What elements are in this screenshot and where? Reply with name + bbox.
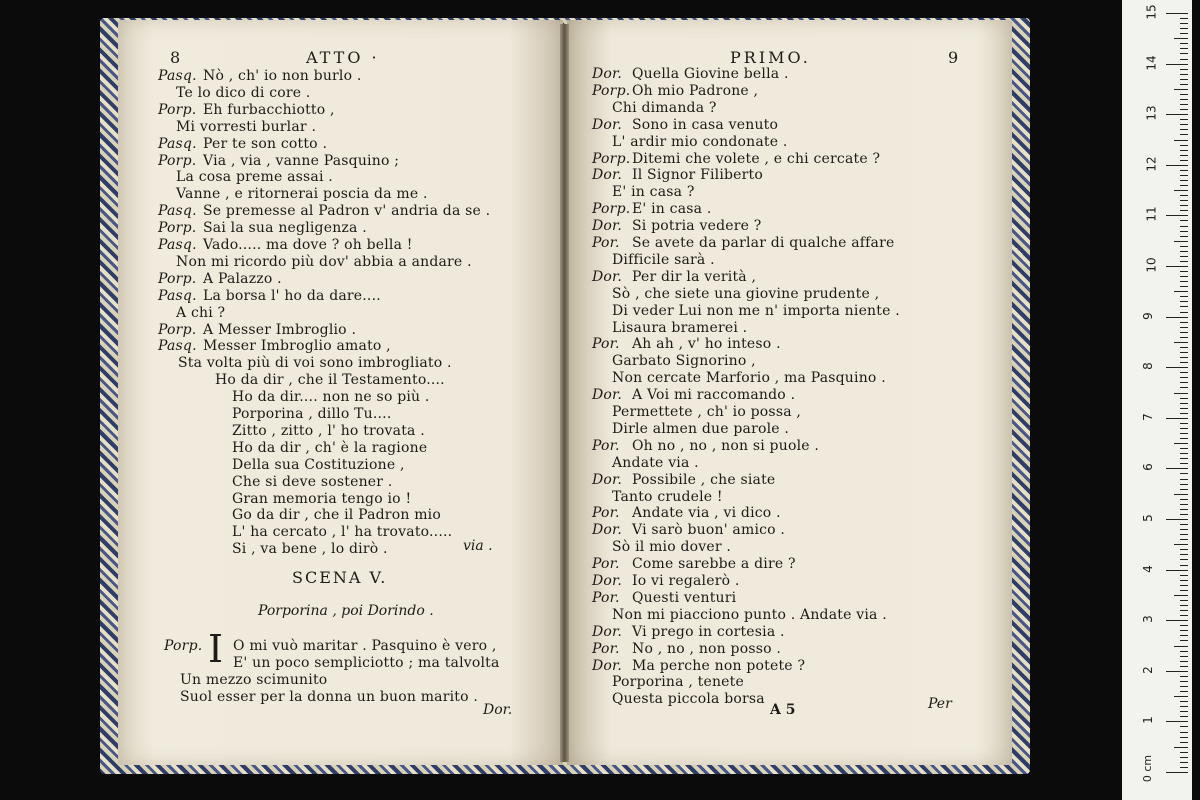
ruler-number: 3 bbox=[1140, 615, 1155, 624]
speaker-name: Por. bbox=[592, 556, 620, 573]
ruler-tick bbox=[1180, 195, 1188, 196]
ruler-tick bbox=[1180, 296, 1188, 297]
speaker-name: Por. bbox=[592, 437, 620, 454]
ruler-tick bbox=[1180, 53, 1188, 54]
ruler-tick bbox=[1180, 236, 1188, 237]
ruler-tick bbox=[1180, 767, 1188, 768]
ruler-tick bbox=[1180, 554, 1188, 555]
ruler-tick bbox=[1180, 666, 1188, 667]
speaker-name: Pasq. bbox=[158, 287, 197, 304]
ruler-number: 4 bbox=[1140, 564, 1155, 573]
ruler-tick bbox=[1180, 479, 1188, 480]
ruler-tick bbox=[1180, 473, 1188, 474]
ruler-tick bbox=[1180, 742, 1188, 743]
dialogue-line: Eh furbacchiotto , bbox=[203, 101, 335, 118]
ruler-tick bbox=[1166, 418, 1188, 419]
dialogue-line: Permettete , ch' io possa , bbox=[612, 404, 802, 420]
speaker-name: Pasq. bbox=[158, 338, 197, 355]
ruler-tick bbox=[1180, 261, 1188, 262]
dialogue-line: Oh mio Padrone , bbox=[632, 82, 759, 99]
ruler-tick bbox=[1180, 509, 1188, 510]
scene-title: SCENA V. bbox=[292, 568, 388, 587]
ruler-tick bbox=[1180, 499, 1188, 500]
dialogue-line: Nò , ch' io non burlo . bbox=[203, 68, 362, 84]
ruler-tick bbox=[1180, 403, 1188, 404]
ruler-tick bbox=[1180, 691, 1188, 692]
ruler-tick bbox=[1180, 590, 1188, 591]
ruler-tick bbox=[1166, 570, 1188, 571]
dialogue-line: Della sua Costituzione , bbox=[232, 456, 405, 473]
ruler-number: 12 bbox=[1144, 156, 1159, 172]
ruler-tick bbox=[1180, 337, 1188, 338]
signature-mark: A 5 bbox=[770, 702, 796, 718]
dialogue-line: Ho da dir , ch' è la ragione bbox=[232, 439, 428, 456]
ruler-tick bbox=[1180, 48, 1188, 49]
ruler-tick bbox=[1180, 711, 1188, 712]
ruler-tick bbox=[1180, 726, 1188, 727]
dialogue-line: Quella Giovine bella . bbox=[632, 66, 789, 82]
dialogue-line: Sò , che siete una giovine prudente , bbox=[612, 285, 880, 302]
dialogue-line: Se avete da parlar di qualche affare bbox=[632, 235, 895, 251]
ruler-tick bbox=[1174, 393, 1188, 394]
dialogue-line: Questi venturi bbox=[632, 589, 737, 606]
ruler-number: 15 bbox=[1144, 4, 1159, 20]
speaker-name: Porp. bbox=[592, 150, 631, 167]
dialogue-line: Ho da dir.... non ne so più . bbox=[232, 389, 430, 406]
dialogue-line: Difficile sarà . bbox=[612, 251, 715, 268]
speaker-name: Dor. bbox=[592, 116, 623, 133]
ruler-tick bbox=[1180, 504, 1188, 505]
ruler-tick bbox=[1180, 175, 1188, 176]
scene-verse-line: Un mezzo scimunito bbox=[180, 672, 328, 688]
dialogue-line: Mi vorresti burlar . bbox=[176, 118, 317, 135]
ruler-tick bbox=[1180, 210, 1188, 211]
ruler-tick bbox=[1180, 276, 1188, 277]
ruler-tick bbox=[1174, 38, 1188, 39]
ruler-tick bbox=[1180, 160, 1188, 161]
ruler-tick bbox=[1180, 347, 1188, 348]
scene-subtitle: Porporina , poi Dorindo . bbox=[258, 603, 434, 619]
dialogue-line: Sono in casa venuto bbox=[632, 116, 779, 133]
measuring-ruler bbox=[1122, 0, 1192, 800]
ruler-tick bbox=[1180, 448, 1188, 449]
ruler-tick bbox=[1180, 226, 1188, 227]
ruler-tick bbox=[1180, 701, 1188, 702]
ruler-tick bbox=[1166, 468, 1188, 469]
ruler-tick bbox=[1180, 377, 1188, 378]
ruler-tick bbox=[1180, 686, 1188, 687]
ruler-tick bbox=[1180, 28, 1188, 29]
ruler-tick bbox=[1180, 585, 1188, 586]
ruler-tick bbox=[1180, 757, 1188, 758]
dialogue-line: Go da dir , che il Padron mio bbox=[232, 507, 441, 524]
ruler-tick bbox=[1180, 33, 1188, 34]
ruler-tick bbox=[1180, 200, 1188, 201]
ruler-tick bbox=[1180, 463, 1188, 464]
ruler-tick bbox=[1180, 155, 1188, 156]
ruler-tick bbox=[1180, 732, 1188, 733]
ruler-tick bbox=[1166, 519, 1188, 520]
speaker-name: Dor. bbox=[592, 471, 623, 488]
ruler-tick bbox=[1174, 646, 1188, 647]
ruler-tick bbox=[1180, 706, 1188, 707]
ruler-tick bbox=[1180, 539, 1188, 540]
ruler-tick bbox=[1180, 661, 1188, 662]
ruler-tick bbox=[1180, 514, 1188, 515]
ruler-tick bbox=[1180, 605, 1188, 606]
catchword-left: Dor. bbox=[483, 702, 513, 718]
dialogue-line: Sò il mio dover . bbox=[612, 539, 732, 556]
ruler-tick bbox=[1180, 99, 1188, 100]
ruler-tick bbox=[1174, 291, 1188, 292]
speaker-name: Por. bbox=[592, 235, 620, 251]
ruler-tick bbox=[1180, 575, 1188, 576]
ruler-tick bbox=[1180, 301, 1188, 302]
dialogue-line: Dirle almen due parole . bbox=[612, 420, 790, 437]
ruler-tick bbox=[1180, 458, 1188, 459]
ruler-tick bbox=[1180, 362, 1188, 363]
ruler-tick bbox=[1180, 549, 1188, 550]
speaker-name: Dor. bbox=[592, 387, 623, 404]
dialogue-line: Ditemi che volete , e chi cercate ? bbox=[632, 150, 881, 167]
speaker-name: Porp. bbox=[592, 201, 631, 218]
ruler-tick bbox=[1180, 271, 1188, 272]
ruler-tick bbox=[1180, 737, 1188, 738]
ruler-tick bbox=[1180, 529, 1188, 530]
ruler-tick bbox=[1180, 246, 1188, 247]
speaker-name: Por. bbox=[592, 589, 620, 606]
dialogue-line: Andate via . bbox=[612, 454, 699, 471]
dialogue-line: No , no , non posso . bbox=[632, 640, 782, 657]
ruler-tick bbox=[1180, 256, 1188, 257]
scene-verse-line: E' un poco sempliciotto ; ma talvolta bbox=[233, 655, 500, 671]
dialogue-line: Vi prego in cortesia . bbox=[632, 623, 785, 640]
ruler-tick bbox=[1180, 600, 1188, 601]
ruler-tick bbox=[1180, 231, 1188, 232]
ruler-tick bbox=[1180, 170, 1188, 171]
speaker-name: Porp. bbox=[158, 220, 197, 237]
ruler-tick bbox=[1180, 387, 1188, 388]
ruler-tick bbox=[1166, 13, 1188, 14]
ruler-tick bbox=[1180, 382, 1188, 383]
ruler-number: 8 bbox=[1140, 362, 1155, 371]
dialogue-line: Garbato Signorino , bbox=[612, 353, 756, 370]
dialogue-line: Chi dimanda ? bbox=[612, 99, 717, 116]
dialogue-line: Il Signor Filiberto bbox=[632, 167, 764, 184]
ruler-tick bbox=[1180, 220, 1188, 221]
ruler-tick bbox=[1180, 398, 1188, 399]
dialogue-line: Di veder Lui non me n' importa niente . bbox=[612, 302, 900, 319]
ruler-tick bbox=[1180, 129, 1188, 130]
ruler-tick bbox=[1180, 408, 1188, 409]
speaker-name: Dor. bbox=[592, 66, 623, 82]
ruler-tick bbox=[1180, 423, 1188, 424]
book-gutter bbox=[560, 24, 569, 762]
ruler-tick bbox=[1180, 651, 1188, 652]
ruler-tick bbox=[1180, 433, 1188, 434]
ruler-tick bbox=[1180, 352, 1188, 353]
dialogue-line: La cosa preme assai . bbox=[176, 169, 333, 186]
ruler-tick bbox=[1166, 215, 1188, 216]
ruler-number: 6 bbox=[1140, 463, 1155, 472]
ruler-tick bbox=[1174, 443, 1188, 444]
ruler-tick bbox=[1180, 134, 1188, 135]
ruler-tick bbox=[1180, 23, 1188, 24]
dialogue-line: Oh no , no , non si puole . bbox=[632, 437, 820, 454]
running-head-left: ATTO · bbox=[306, 48, 380, 67]
ruler-tick bbox=[1180, 332, 1188, 333]
dialogue-line: Non mi piacciono punto . Andate via . bbox=[612, 606, 887, 623]
dialogue-line: Si , va bene , lo dirò . bbox=[232, 541, 388, 558]
dialogue-line: A Messer Imbroglio . bbox=[203, 321, 357, 338]
dialogue-line: Vi sarò buon' amico . bbox=[632, 522, 786, 539]
dialogue-line: Andate via , vi dico . bbox=[632, 505, 781, 522]
dialogue-line: L' ardir mio condonate . bbox=[612, 133, 788, 150]
speaker-name: Dor. bbox=[592, 268, 623, 285]
ruler-tick bbox=[1166, 64, 1188, 65]
ruler-number: 10 bbox=[1144, 257, 1159, 273]
speaker-name: Por. bbox=[592, 640, 620, 657]
dialogue-line: Sai la sua negligenza . bbox=[203, 220, 367, 237]
ruler-tick bbox=[1180, 676, 1188, 677]
scene-speaker: Porp. bbox=[164, 638, 203, 654]
ruler-tick bbox=[1180, 79, 1188, 80]
ruler-tick bbox=[1174, 89, 1188, 90]
ruler-tick bbox=[1174, 544, 1188, 545]
ruler-tick bbox=[1180, 372, 1188, 373]
ruler-tick bbox=[1174, 747, 1188, 748]
ruler-tick bbox=[1174, 241, 1188, 242]
ruler-number: 5 bbox=[1140, 514, 1155, 522]
ruler-tick bbox=[1174, 494, 1188, 495]
dialogue-line: La borsa l' ho da dare.... bbox=[203, 287, 381, 304]
page-number-right: 9 bbox=[948, 48, 959, 67]
dialogue-line: Ho da dir , che il Testamento.... bbox=[215, 372, 445, 389]
speaker-name: Pasq. bbox=[158, 237, 197, 253]
ruler-tick bbox=[1180, 484, 1188, 485]
ruler-number: 11 bbox=[1144, 206, 1159, 223]
ruler-tick bbox=[1180, 327, 1188, 328]
dialogue-line: Se premesse al Padron v' andria da se . bbox=[203, 203, 491, 220]
speaker-name: Porp. bbox=[158, 321, 197, 338]
dialogue-line: Come sarebbe a dire ? bbox=[632, 556, 796, 573]
speaker-name: Porp. bbox=[158, 101, 197, 118]
ruler-number: 1 bbox=[1140, 716, 1155, 725]
dialogue-line: Possibile , che siate bbox=[632, 471, 776, 488]
ruler-tick bbox=[1180, 357, 1188, 358]
ruler-number: 9 bbox=[1140, 311, 1155, 320]
ruler-tick bbox=[1166, 671, 1188, 672]
speaker-name: Por. bbox=[592, 336, 620, 353]
speaker-name: Pasq. bbox=[158, 68, 197, 84]
dialogue-line: Per dir la verità , bbox=[632, 268, 757, 285]
ruler-tick bbox=[1180, 205, 1188, 206]
ruler-tick bbox=[1180, 559, 1188, 560]
ruler-tick bbox=[1180, 74, 1188, 75]
ruler-tick bbox=[1174, 342, 1188, 343]
ruler-tick bbox=[1174, 190, 1188, 191]
ruler-tick bbox=[1166, 266, 1188, 267]
ruler-tick bbox=[1180, 534, 1188, 535]
ruler-tick bbox=[1180, 322, 1188, 323]
ruler-tick bbox=[1180, 119, 1188, 120]
speaker-name: Dor. bbox=[592, 522, 623, 539]
ruler-tick bbox=[1180, 281, 1188, 282]
dialogue-line: Porporina , tenete bbox=[612, 674, 744, 691]
ruler-tick bbox=[1166, 367, 1188, 368]
ruler-tick bbox=[1180, 180, 1188, 181]
dialogue-line: Via , via , vanne Pasquino ; bbox=[203, 152, 400, 169]
ruler-tick bbox=[1174, 696, 1188, 697]
ruler-tick bbox=[1166, 165, 1188, 166]
ruler-tick bbox=[1180, 413, 1188, 414]
dialogue-line: Tanto crudele ! bbox=[612, 488, 723, 505]
dialogue-line: Per te son cotto . bbox=[203, 135, 328, 152]
ruler-tick bbox=[1180, 84, 1188, 85]
dialogue-line: Vanne , e ritornerai poscia da me . bbox=[176, 186, 428, 203]
ruler-tick bbox=[1166, 114, 1188, 115]
dialogue-line: E' in casa ? bbox=[612, 184, 695, 201]
ruler-number: 14 bbox=[1144, 54, 1159, 71]
dialogue-line: Vado..... ma dove ? oh bella ! bbox=[203, 237, 413, 253]
ruler-tick bbox=[1166, 317, 1188, 318]
ruler-tick bbox=[1180, 94, 1188, 95]
dialogue-line: Non mi ricordo più dov' abbia a andare . bbox=[176, 253, 472, 270]
ruler-tick bbox=[1180, 681, 1188, 682]
ruler-number: 2 bbox=[1140, 665, 1155, 674]
scene-verse-line: Suol esser per la donna un buon marito . bbox=[180, 689, 479, 705]
dialogue-line: Ah ah , v' ho inteso . bbox=[632, 336, 781, 353]
ruler-tick bbox=[1180, 312, 1188, 313]
ruler-tick bbox=[1180, 656, 1188, 657]
ruler-tick bbox=[1180, 59, 1188, 60]
ruler-tick bbox=[1180, 640, 1188, 641]
speaker-name: Porp. bbox=[158, 152, 197, 169]
speaker-name: Pasq. bbox=[158, 203, 197, 220]
ruler-tick bbox=[1180, 185, 1188, 186]
ruler-tick bbox=[1180, 306, 1188, 307]
ruler-number: 7 bbox=[1140, 412, 1155, 421]
speaker-name: Pasq. bbox=[158, 135, 197, 152]
running-head-right: PRIMO. bbox=[730, 48, 811, 67]
ruler-tick bbox=[1180, 251, 1188, 252]
catchword-right: Per bbox=[928, 696, 952, 712]
ruler-tick bbox=[1180, 565, 1188, 566]
ruler-tick bbox=[1180, 104, 1188, 105]
ruler-tick bbox=[1180, 438, 1188, 439]
dialogue-line: Non cercate Marforio , ma Pasquino . bbox=[612, 370, 886, 387]
dialogue-line: Che si deve sostener . bbox=[232, 473, 393, 490]
ruler-tick bbox=[1166, 620, 1188, 621]
dialogue-line: Lisaura bramerei . bbox=[612, 319, 748, 336]
ruler-tick bbox=[1180, 124, 1188, 125]
speaker-name: Dor. bbox=[592, 167, 623, 184]
ruler-tick bbox=[1174, 140, 1188, 141]
dialogue-line: Zitto , zitto , l' ho trovata . bbox=[232, 422, 425, 439]
ruler-tick bbox=[1180, 489, 1188, 490]
dialogue-line: Sta volta più di voi sono imbrogliato . bbox=[178, 355, 452, 372]
dialogue-line: Porporina , dillo Tu.... bbox=[232, 406, 392, 422]
ruler-tick bbox=[1180, 43, 1188, 44]
page-number-left: 8 bbox=[170, 48, 181, 67]
dialogue-line: Te lo dico di core . bbox=[176, 84, 311, 101]
speaker-name: Porp. bbox=[592, 82, 631, 99]
ruler-tick bbox=[1180, 580, 1188, 581]
dialogue-line: Gran memoria tengo io ! bbox=[232, 490, 412, 507]
scene-verse-line: O mi vuò maritar . Pasquino è vero , bbox=[233, 638, 497, 654]
ruler-number: 13 bbox=[1144, 105, 1159, 121]
ruler-tick bbox=[1180, 69, 1188, 70]
dialogue-line: Io vi regalerò . bbox=[632, 573, 740, 589]
ruler-tick bbox=[1174, 595, 1188, 596]
speaker-name: Dor. bbox=[592, 657, 623, 674]
dialogue-line: L' ha cercato , l' ha trovato..... bbox=[232, 524, 453, 541]
ruler-tick bbox=[1180, 453, 1188, 454]
dialogue-line: A Voi mi raccomando . bbox=[632, 387, 796, 404]
speaker-name: Dor. bbox=[592, 623, 623, 640]
ruler-tick bbox=[1180, 752, 1188, 753]
speaker-name: Porp. bbox=[158, 270, 197, 287]
ruler-tick bbox=[1180, 145, 1188, 146]
ruler-tick bbox=[1180, 630, 1188, 631]
speaker-name: Por. bbox=[592, 505, 620, 522]
dialogue-line: E' in casa . bbox=[632, 201, 712, 218]
ruler-tick bbox=[1180, 762, 1188, 763]
ruler-tick bbox=[1180, 428, 1188, 429]
dialogue-line: A chi ? bbox=[176, 304, 226, 321]
ruler-tick bbox=[1166, 772, 1188, 773]
ruler-tick bbox=[1180, 610, 1188, 611]
drop-cap: I bbox=[208, 627, 224, 671]
ruler-tick bbox=[1180, 109, 1188, 110]
speaker-name: Dor. bbox=[592, 573, 623, 589]
dialogue-line: Si potria vedere ? bbox=[632, 218, 762, 235]
ruler-tick bbox=[1180, 150, 1188, 151]
ruler-tick bbox=[1180, 524, 1188, 525]
speaker-name: Dor. bbox=[592, 218, 623, 235]
ruler-tick bbox=[1180, 615, 1188, 616]
dialogue-line: A Palazzo . bbox=[203, 270, 282, 287]
ruler-tick bbox=[1180, 625, 1188, 626]
dialogue-line: Ma perche non potete ? bbox=[632, 657, 806, 674]
ruler-unit-label: 0 cm bbox=[1141, 754, 1155, 783]
ruler-tick bbox=[1180, 18, 1188, 19]
ruler-tick bbox=[1166, 721, 1188, 722]
dialogue-line: Messer Imbroglio amato , bbox=[203, 338, 391, 355]
dialogue-line: Questa piccola borsa bbox=[612, 691, 765, 708]
ruler-tick bbox=[1180, 635, 1188, 636]
ruler-tick bbox=[1180, 716, 1188, 717]
exit-cue: via . bbox=[463, 538, 493, 554]
ruler-tick bbox=[1180, 286, 1188, 287]
